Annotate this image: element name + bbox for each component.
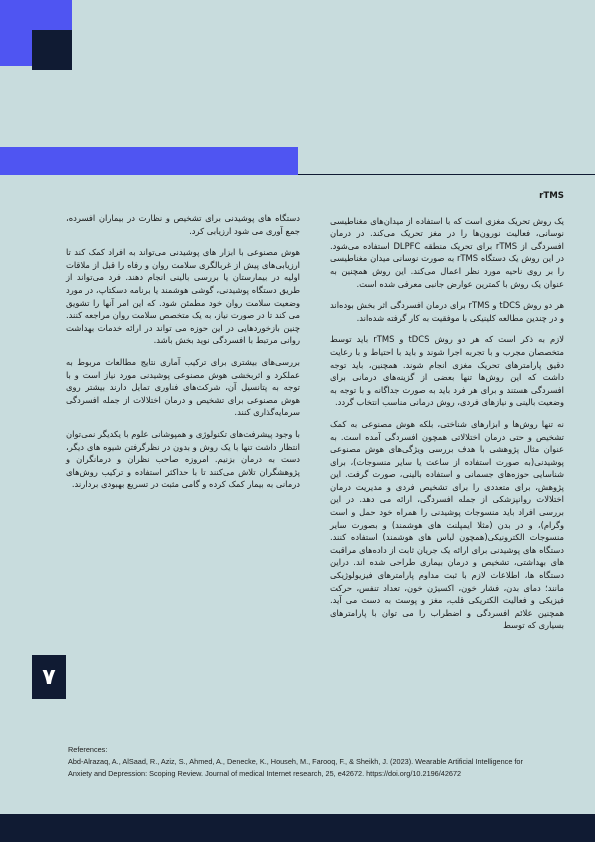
section-heading-rtms: rTMS — [539, 191, 564, 201]
paragraph: لازم به ذکر است که هر دو روش tDCS و rTMS باید توسط متخصصان مجرب و با تجربه اجرا شوند و باید با احتیاط و با رعایت دقیق پارامترهای تحریک مغزی انجام شوند. همچنین، باید توجه داشت که این روش‌ها تنها بعضی از گزینه‌های درمانی برای افسردگی هستند و برای هر فرد باید به صورت جداگانه و با توجه به وضعیت بالینی و نیازهای فردی، روش درمانی مناسب انتخاب گردد. — [330, 334, 564, 408]
paragraph: بررسی‌های بیشتری برای ترکیب آماری نتایج مطالعات مربوط به عملکرد و اثربخشی هوش مصنوعی پوشیدنی مورد نیاز است و با توجه به پتانسیل آن، شرکت‌های فناوری تمایل دارند بیشتر روی هوش مصنوعی برای تشخیص و درمان اختلالات از جمله افسردگی سرمایه‌گذاری کنند. — [66, 356, 300, 418]
right-text-column — [330, 190, 564, 641]
header-accent-band — [0, 147, 298, 175]
paragraph: دستگاه های پوشیدنی برای تشخیص و نظارت در بیماران افسرده، جمع آوری می شود ارزیابی کرد. — [66, 213, 300, 236]
header-divider-line — [298, 174, 595, 175]
paragraph: نه تنها روش‌ها و ابزارهای شناختی، بلکه هوش مصنوعی به کمک تشخیص و حتی درمان اختلالاتی همچون افسردگی آمده است. به عنوان مثال پژوهشی با هدف بررسی ویژگی‌های هوش مصنوعی پوشیدنی(به صورت استفاده از ساعت یا سایر منسوجات)، برای شناسایی حوزه‌های جسمانی و استفاده بالینی، صورت گرفت. این پژوهش، برای متعددی را برای تشخیص فردی و مدیریت درمان اختلالات روانپزشکی از جمله افسردگی، ارائه می دهد. در این بررسی افراد باید منسوجات پوشیدنی را همراه خود حمل و است وگرام)، و در بدن (مثلا ایمپلنت های هوشمند) و بصورت سایر منسوجات الکترونیکی(همچون لباس های هوشمند) استفاده کنند. دستگاه های پوشیدنی برای ارائه یک جریان ثابت از داده‌های مراقبت های بهداشتی، تشخیص و درمان بیماری طراحی شده اند. دراین دستگاه ها، اطلاعات لازم با ثبت مداوم پارامترهای فیزیولوژیکی مانند؛ دمای بدن، فشار خون، اکسیژن خون، تعداد تنفس، حرکت فیزیکی و فعالیت الکتریکی قلب، مغز و پوست به دست می آید. همچنین علائم افسردگی و اضطراب را می توان با پارامترهای بسیاری که توسط — [330, 418, 564, 631]
page-number: ۷ — [32, 655, 66, 699]
reference-entry: Abd-Alrazaq, A., AlSaad, R., Aziz, S., Ahmed, A., Denecke, K., Househ, M., Farooq, F., & Sheikh, J. (2023). Wearable Artificial Intelligence for Anxiety and Depression: Scoping Review. Journal of medical Internet research, 25, e42672. https://doi.org/10.2196/42672 — [68, 757, 523, 778]
paragraph: یک روش تحریک مغزی است که با استفاده از میدان‌های مغناطیسی نوسانی، فعالیت نورون‌ها را در مغز تحریک می‌کند. در درمان افسردگی از rTMS برای تحریک منطقه DLPFC استفاده می‌شود. در این روش یک دستگاه rTMS به صورت نوسانی میدان مغناطیسی را بر روی ناحیه مورد نظر اعمال می‌کند. این روش همچنین به عنوان یک روش با کمترین عوارض جانبی معرفی شده است. — [330, 215, 564, 289]
references-section — [68, 744, 548, 780]
top-navy-square — [32, 30, 72, 70]
references-label: References: — [68, 745, 108, 754]
left-text-column — [66, 212, 300, 500]
paragraph: هوش مصنوعی با ابزار های پوشیدنی می‌تواند به افراد کمک کند تا ارزیابی‌های پیش از غربالگری سلامت روان و رفاه را قبل از ملاقات اولیه در بیمارستان یا بررسی بالینی انجام دهند. فرد می‌تواند از طریق دستگاه پوشیدنی، گوشی هوشمند یا برنامه دسکتاپ، در مورد وضعیت سلامت روان خود مطمئن شود. که این امر آنها را تشویق می کند تا در صورت نیاز، به یک متخصص سلامت روان مراجعه کنند. چنین بازخوردهایی در این حوزه می تواند در ارائه خدمات بهداشت روانی مرتبط با افسردگی نوید بخش باشد. — [66, 247, 300, 346]
paragraph: هر دو روش tDCS و rTMS برای درمان افسردگی اثر بخش بوده‌اند و در چندین مطالعه کلینیکی با موفقیت به کار گرفته شده‌اند. — [330, 300, 564, 323]
paragraph: با وجود پیشرفت‌های تکنولوژی و همپوشانی علوم با یکدیگر نمی‌توان انتظار داشت تنها با یک روش و بدون در نظرگرفتن شیوه های دیگر، دست به درمان بزنیم. امروزه صاحب نظران و درمانگران و پژوهشگران تلاش می‌کنند تا با حداکثر استفاده و ترکیب روش‌های درمانی به بیمار کمک کرده و گامی مثبت در تسریع بهبودی بردارند. — [66, 428, 300, 490]
footer-bar — [0, 814, 595, 842]
